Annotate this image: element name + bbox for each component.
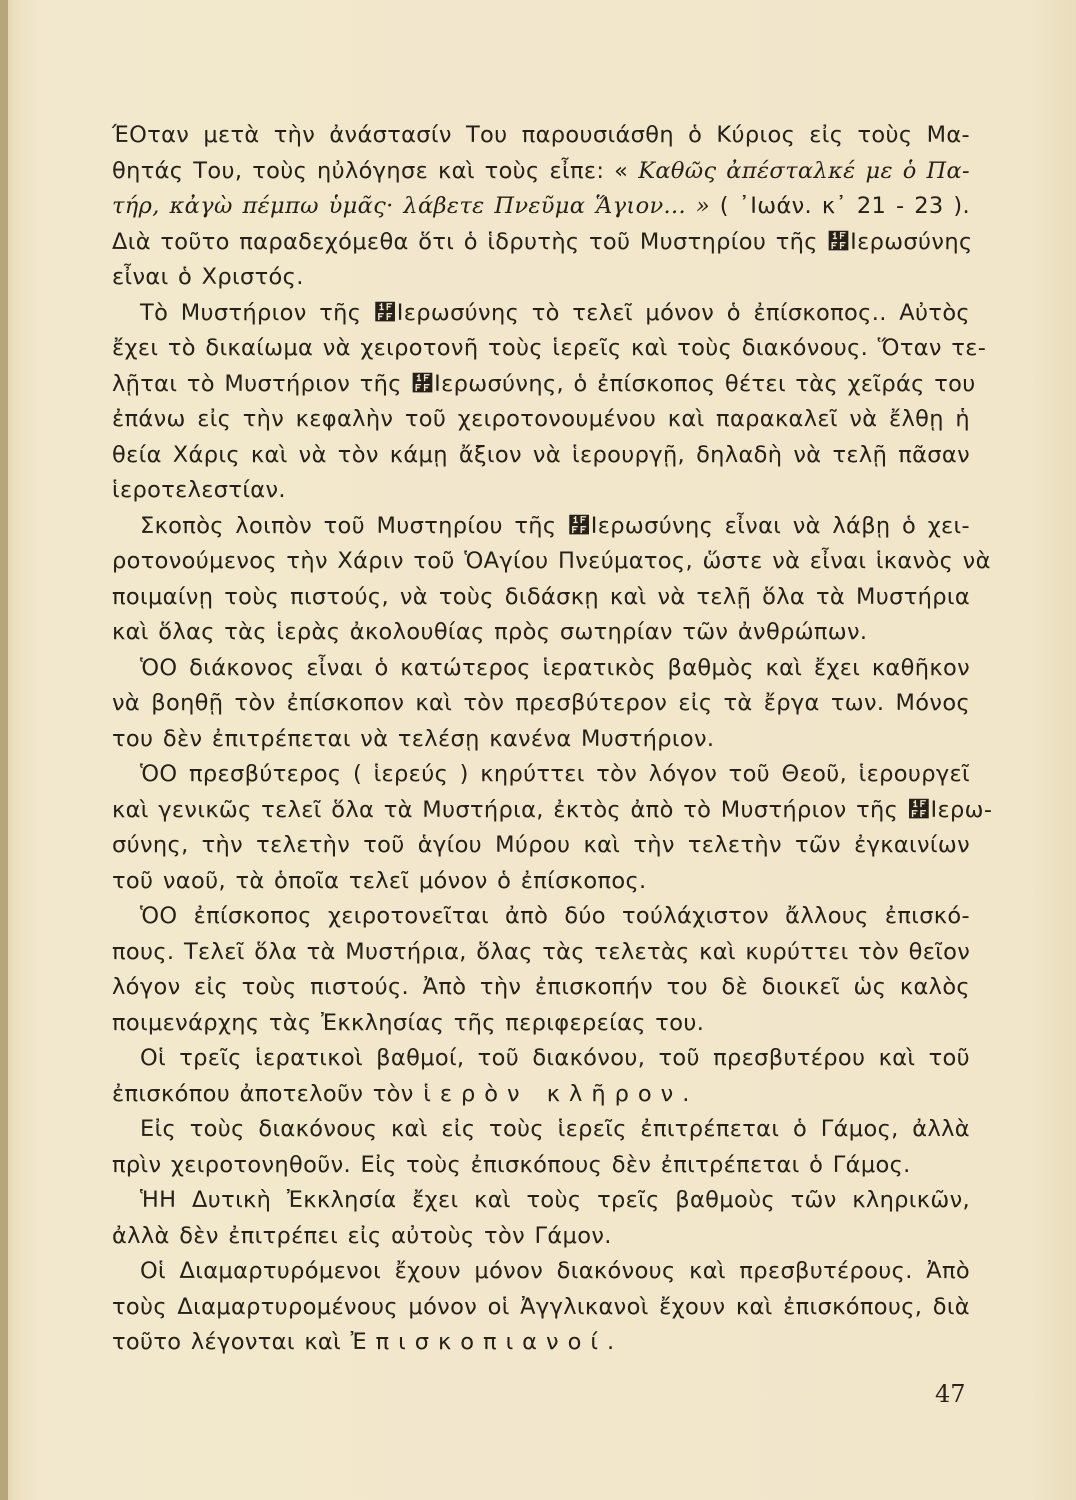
text-line — [112, 899, 970, 935]
text-run: ἐπάνω εἰς τὴν κεφαλὴν τοῦ χειροτονουμένου καὶ παρακαλεῖ νὰ ἔλθῃ ἡ — [112, 406, 970, 432]
italic-quote: Καθῶς ἀπέσταλκέ με ὁ Πα- — [638, 157, 970, 184]
text-run: ροτονούμενος τὴν Χάριν τοῦ ὉΑγίου Πνεύματος, ὥστε νὰ εἶναι ἱκανὸς νὰ — [112, 548, 991, 574]
text-line — [112, 970, 970, 1006]
text-run: ὉΟ πρεσβύτερος ( ἱερεύς ) κηρύττει τὸν λόγον τοῦ Θεοῦ, ἱερουργεῖ — [140, 761, 970, 787]
text-line — [112, 225, 973, 261]
text-run: καὶ ὅλας τὰς ἱερὰς ἀκολουθίας πρὸς σωτηρίαν τῶν ἀνθρώπων. — [112, 619, 868, 645]
text-line — [112, 189, 970, 225]
text-line — [112, 686, 970, 722]
text-run: καὶ γενικῶς τελεῖ ὅλα τὰ Μυστήρια, ἐκτὸς ἀπὸ τὸ Μυστήριον τῆς ῿Ιερω- — [112, 796, 993, 823]
text-run: τοῦ ναοῦ, τὰ ὁποῖα τελεῖ μόνον ὁ ἐπίσκοπος. — [112, 867, 647, 894]
page-spine-edge — [0, 0, 8, 1500]
text-run: σύνης, τὴν τελετὴν τοῦ ἁγίου Μύρου καὶ τὴν τελετὴν τῶν ἐγκαινίων — [112, 832, 970, 858]
paragraph — [112, 296, 987, 509]
text-run: ποιμαίνῃ τοὺς πιστούς, νὰ τοὺς διδάσκῃ καὶ νὰ τελῇ ὅλα τὰ Μυστήρια — [112, 583, 970, 610]
page-number: 47 — [935, 1380, 966, 1408]
text-run: πρὶν χειροτονηθοῦν. Εἰς τοὺς ἐπισκόπους δὲν ἐπιτρέπεται ὁ Γάμος. — [112, 1151, 911, 1178]
text-run: ἐπισκόπου ἀποτελοῦν τὸν — [112, 1080, 424, 1107]
text-line — [112, 438, 970, 474]
paragraph — [112, 899, 970, 1041]
text-run: πους. Τελεῖ ὅλα τὰ Μυστήρια, ὅλας τὰς τελετὰς καὶ κυρύττει τὸν θεῖον — [112, 938, 971, 965]
text-run: ὉΟ ἐπίσκοπος χειροτονεῖται ἀπὸ δύο τούλάχιστον ἄλλους ἐπισκό- — [140, 903, 970, 929]
text-line — [112, 544, 991, 580]
text-run: ποιμενάρχης τὰς Ἐκκλησίας τῆς περιφερείας του. — [112, 1009, 705, 1036]
body-text — [112, 118, 993, 1361]
text-run: ἱεροτελεστίαν. — [112, 477, 286, 503]
paragraph — [112, 509, 991, 651]
text-run: λόγον εἰς τοὺς πιστούς. Ἀπὸ τὴν ἐπισκοπήν του δὲ διοικεῖ ὡς καλὸς — [112, 974, 970, 1000]
text-line — [112, 757, 970, 793]
paragraph — [112, 1041, 970, 1112]
text-line — [112, 1219, 970, 1255]
text-line — [112, 1006, 970, 1042]
spaced-emphasis: ἱερὸν κλῆρον. — [423, 1080, 699, 1107]
text-line — [112, 154, 970, 190]
text-run: ὉΟ διάκονος εἶναι ὁ κατώτερος ἱερατικὸς βαθμὸς καὶ ἔχει καθῆκον — [140, 654, 970, 681]
text-line — [112, 793, 993, 829]
spaced-emphasis: Ἐπισκοπιανοί. — [350, 1329, 624, 1355]
text-run: ἩΗ Δυτικὴ Ἐκκλησία ἔχει καὶ τοὺς τρεῖς βαθμοὺς τῶν κληρικῶν, — [140, 1187, 970, 1213]
text-run: ( ᾿Ιωάν. κ᾿ 21 - 23 ). — [709, 193, 970, 219]
text-run: Σκοπὸς λοιπὸν τοῦ Μυστηρίου τῆς ῿Ιερωσύνης εἶναι νὰ λάβῃ ὁ χει- — [140, 512, 970, 539]
text-line — [112, 1112, 970, 1148]
text-line — [112, 1148, 970, 1184]
paragraph — [112, 1183, 970, 1254]
text-line — [112, 1077, 970, 1113]
text-run: ἀλλὰ δὲν ἐπιτρέπει εἰς αὐτοὺς τὸν Γάμον. — [112, 1222, 612, 1249]
text-line — [112, 615, 970, 651]
text-run: Διὰ τοῦτο παραδεχόμεθα ὅτι ὁ ἱδρυτὴς τοῦ Μυστηρίου τῆς ῿Ιερωσύνης — [112, 228, 973, 255]
text-line — [112, 1254, 970, 1290]
text-line — [112, 367, 976, 403]
text-line — [112, 1290, 970, 1326]
text-line — [112, 331, 987, 367]
text-line — [112, 402, 970, 438]
text-line — [112, 828, 970, 864]
text-line — [112, 296, 970, 332]
text-line — [112, 651, 970, 687]
text-run: του δὲν ἐπιτρέπεται νὰ τελέσῃ κανένα Μυστήριον. — [112, 725, 715, 752]
paragraph — [112, 651, 970, 758]
text-run: θεία Χάρις καὶ νὰ τὸν κάμῃ ἄξιον νὰ ἱερουργῇ, δηλαδὴ νὰ τελῇ πᾶσαν — [112, 441, 970, 468]
text-line — [112, 722, 970, 758]
text-run: νὰ βοηθῇ τὸν ἐπίσκοπον καὶ τὸν πρεσβύτερον εἰς τὰ ἔργα των. Μόνος — [112, 690, 970, 716]
paragraph — [112, 1112, 970, 1183]
text-run: τοὺς Διαμαρτυρομένους μόνον οἱ Ἀγγλικανοὶ ἔχουν καὶ ἐπισκόπους, διὰ — [112, 1293, 970, 1320]
text-run: θητάς Του, τοὺς ηὐλόγησε καὶ τοὺς εἶπε: « — [112, 157, 639, 184]
paragraph — [112, 1254, 970, 1361]
text-line — [112, 1041, 970, 1077]
text-run: Οἱ Διαμαρτυρόμενοι ἔχουν μόνον διακόνους καὶ πρεσβυτέρους. Ἀπὸ — [140, 1258, 970, 1284]
text-run: Τὸ Μυστήριον τῆς ῿Ιερωσύνης τὸ τελεῖ μόνον ὁ ἐπίσκοπος.. Αὐτὸς — [140, 299, 970, 326]
text-line — [112, 1325, 970, 1361]
text-run: Εἰς τοὺς διακόνους καὶ εἰς τοὺς ἱερεῖς ἐπιτρέπεται ὁ Γάμος, ἀλλὰ — [140, 1116, 970, 1142]
text-line — [112, 509, 970, 545]
text-run: τοῦτο λέγονται καὶ — [112, 1329, 351, 1355]
text-run: ΈΟταν μετὰ τὴν ἀνάστασίν Του παρουσιάσθη ὁ Κύριος εἰς τοὺς Μα- — [112, 122, 970, 148]
text-line — [112, 580, 970, 616]
text-run: Οἱ τρεῖς ἱερατικοὶ βαθμοί, τοῦ διακόνου, τοῦ πρεσβυτέρου καὶ τοῦ — [140, 1045, 970, 1071]
text-line — [112, 118, 970, 154]
text-run: εἶναι ὁ Χριστός. — [112, 264, 304, 290]
text-line — [112, 1183, 970, 1219]
text-line — [112, 864, 970, 900]
italic-quote: τήρ, κἀγὼ πέμπω ὑμᾶς· λάβετε Πνεῦμα Ἅγιον... » — [112, 193, 710, 219]
text-line — [112, 260, 970, 296]
paragraph — [112, 118, 973, 296]
text-run: λῇται τὸ Μυστήριον τῆς ῿Ιερωσύνης, ὁ ἐπίσκοπος θέτει τὰς χεῖράς του — [112, 370, 976, 397]
text-line — [112, 935, 970, 971]
text-line — [112, 473, 970, 509]
paragraph — [112, 757, 993, 899]
text-run: ἔχει τὸ δικαίωμα νὰ χειροτονῆ τοὺς ἱερεῖς καὶ τοὺς διακόνους. Ὅταν τε- — [112, 335, 987, 361]
